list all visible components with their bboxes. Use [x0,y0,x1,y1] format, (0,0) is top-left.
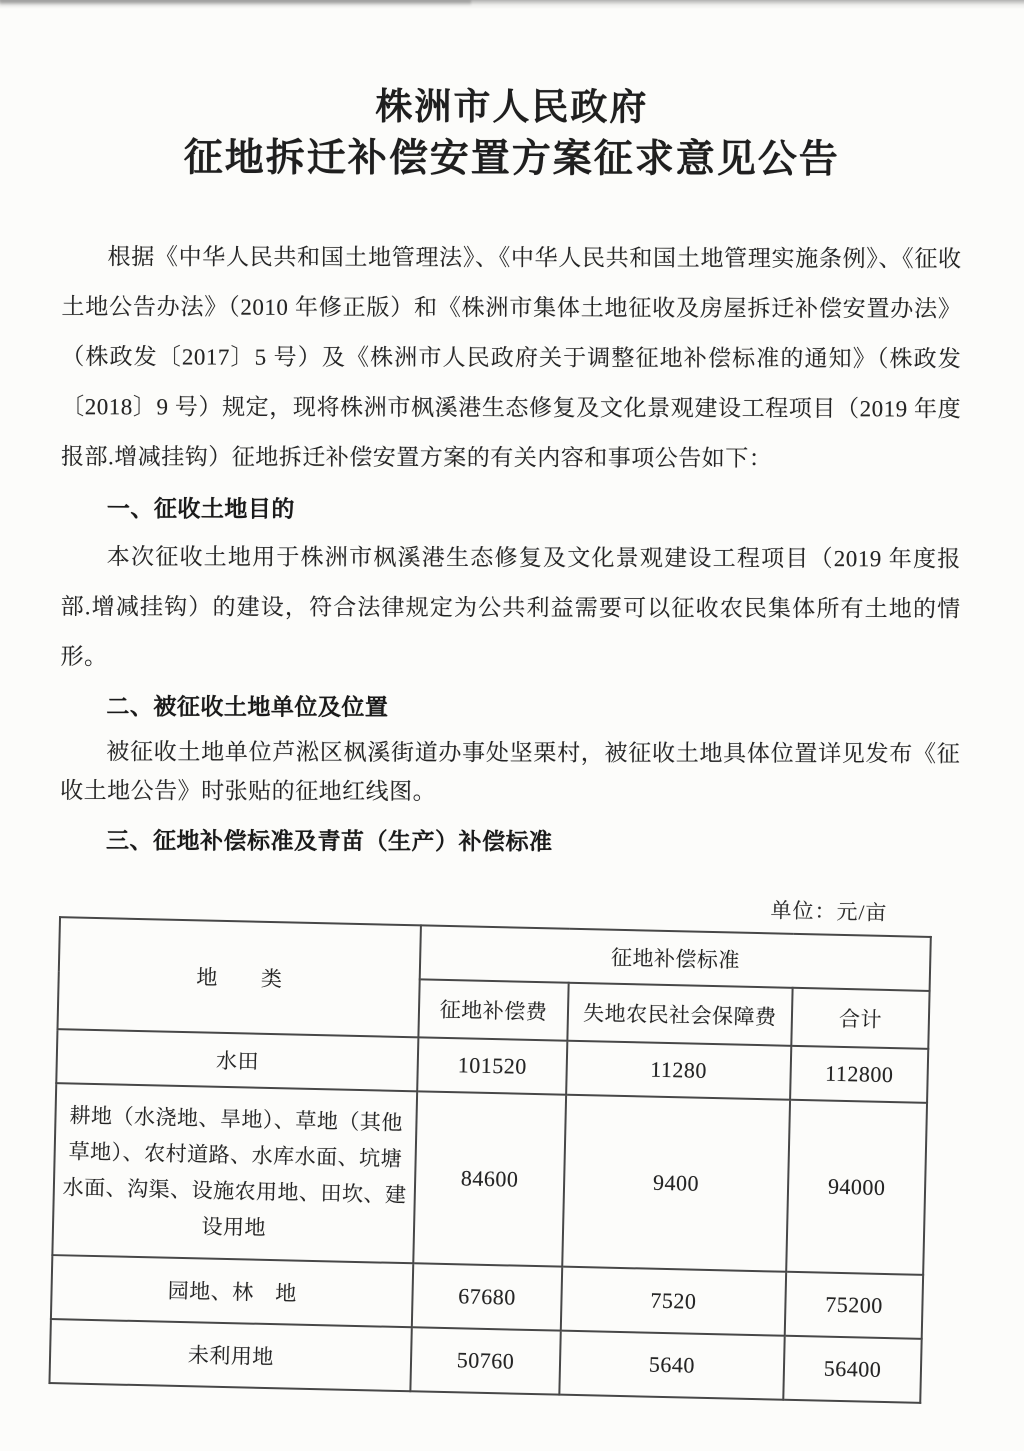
intro-paragraph: 根据《中华人民共和国土地管理法》、《中华人民共和国土地管理实施条例》、《征收土地公告办法》（2010 年修正版）和《株洲市集体土地征收及房屋拆迁补偿安置办法》（株政发〔2017〕5 号）及《株洲市人民政府关于调整征地补偿标准的通知》（株政发〔2018〕9 号）规定，现将株洲市枫溪港生态修复及文化景观建设工程项目（2019 年度报部.增减挂钩）征地拆迁补偿安置方案的有关内容和事项公告如下： [60,244,962,472]
unit-label: 单位：元/亩 [770,898,888,925]
table-row-farmland-other [52,1083,927,1275]
cell-total: 75200 [785,1272,923,1339]
section-2-body: 被征收土地单位芦淞区枫溪街道办事处坚栗村，被征收土地具体位置详见发布《征收土地公告》时张贴的征地红线图。 [60,739,961,805]
cell-land-type: 耕地（水浇地、旱地）、草地（其他草地）、农村道路、水库水面、坑塘水面、沟渠、设施农用地、田坎、建设用地 [52,1083,417,1263]
cell-land-type: 水田 [56,1029,419,1091]
section-1-heading: 一、征收土地目的 [106,496,295,522]
header-col-total: 合计 [792,988,930,1049]
cell-fee: 50760 [411,1327,560,1394]
scan-edge-smudge [0,0,471,6]
title-authority: 株洲市人民政府 [375,86,649,129]
cell-total: 56400 [784,1336,922,1403]
header-standard-group: 征地补偿标准 [420,925,931,991]
cell-total: 94000 [786,1100,927,1275]
cell-social: 5640 [559,1331,785,1400]
cell-land-type: 园地、林 地 [51,1255,414,1327]
cell-fee: 67680 [412,1263,561,1330]
section-3-heading: 三、征地补偿标准及青苗（生产）补偿标准 [105,828,553,855]
title-subject: 征地拆迁补偿安置方案征求意见公告 [183,136,840,182]
document-title [62,82,962,186]
section-1-body: 本次征收土地用于株洲市枫溪港生态修复及文化景观建设工程项目（2019 年度报部.增减挂钩）的建设，符合法律规定为公共利益需要可以征收农民集体所有土地的情形。 [60,544,961,670]
table-header-row-group [59,917,931,991]
cell-fee: 84600 [414,1091,566,1266]
header-land-type: 地 类 [57,917,421,1037]
scan-edge-artifact [0,0,1024,9]
compensation-table [48,916,931,1404]
cell-social: 11280 [566,1041,792,1100]
section-2-heading: 二、被征收土地单位及位置 [106,694,389,721]
cell-land-type: 未利用地 [49,1319,412,1391]
header-col-fee: 征地补偿费 [419,979,568,1040]
header-col-social: 失地农民社会保障费 [567,983,793,1046]
compensation-table-block [48,878,959,1404]
cell-total: 112800 [790,1046,928,1103]
cell-fee: 101520 [418,1037,567,1094]
cell-social: 9400 [562,1095,791,1272]
document-content [0,82,1024,1387]
cell-social: 7520 [560,1267,786,1336]
